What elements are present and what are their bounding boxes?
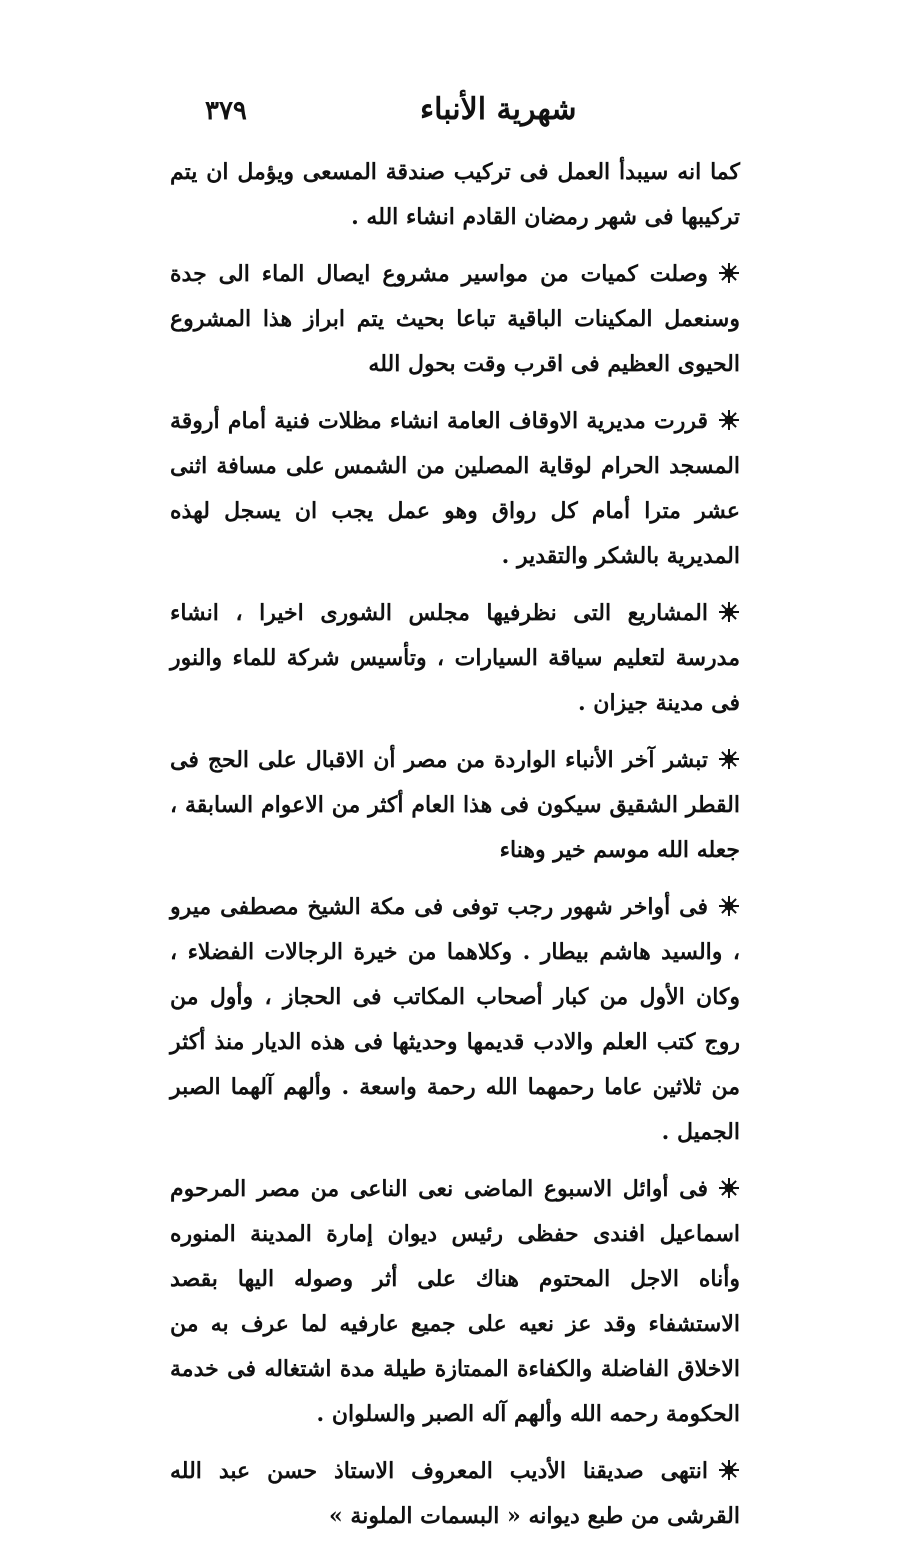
ornament-icon <box>718 409 740 431</box>
paragraph-text: انتهى صديقنا الأديب المعروف الاستاذ حسن عبد الله القرشى من طبع ديوانه « البسمات الملونة » <box>170 1458 740 1529</box>
news-paragraph <box>170 738 740 873</box>
page-number: ٣٧٩ <box>205 96 247 126</box>
paragraph-text: فى أوائل الاسبوع الماضى نعى الناعى من مصر المرحوم اسماعيل افندى حفظى رئيس ديوان إمارة المدينة المنوره وأناه الاجل المحتوم هناك على أثر وصوله اليها بقصد الاستشفاء وقد عز نعيه على جميع عارفيه لما عرف به من الاخلاق الفاضلة والكفاءة الممتازة طيلة مدة اشتغاله فى خدمة الحكومة رحمه الله وألهم آله الصبر والسلوان . <box>170 1176 740 1427</box>
news-paragraph <box>170 885 740 1155</box>
news-paragraph <box>170 591 740 726</box>
news-paragraph <box>170 1449 740 1539</box>
paragraph-text: تبشر آخر الأنباء الواردة من مصر أن الاقبال على الحج فى القطر الشقيق سيكون فى هذا العام أكثر من الاعوام السابقة ، جعله الله موسم خير وهناء <box>170 747 740 863</box>
paragraph-text: وصلت كميات من مواسير مشروع ايصال الماء الى جدة وسنعمل المكينات الباقية تباعا بحيث يتم ابراز هذا المشروع الحيوى العظيم فى اقرب وقت بحول الله <box>170 261 740 377</box>
news-paragraph <box>170 399 740 579</box>
ornament-icon <box>718 748 740 770</box>
article-body <box>170 150 740 1551</box>
news-paragraph <box>170 252 740 387</box>
page-header <box>0 90 900 130</box>
news-paragraph <box>170 1167 740 1437</box>
paragraph-text: كما انه سيبدأ العمل فى تركيب صندقة المسعى ويؤمل ان يتم تركيبها فى شهر رمضان القادم انشاء الله . <box>170 159 740 230</box>
ornament-icon <box>718 262 740 284</box>
ornament-icon <box>718 601 740 623</box>
ornament-icon <box>718 1177 740 1199</box>
running-title: شهرية الأنباء <box>420 92 577 127</box>
paragraph-text: المشاريع التى نظرفيها مجلس الشورى اخيرا ، انشاء مدرسة لتعليم سياقة السيارات ، وتأسيس شركة للماء والنور فى مدينة جيزان . <box>170 600 740 716</box>
ornament-icon <box>718 1459 740 1481</box>
paragraph-text: فى أواخر شهور رجب توفى فى مكة الشيخ مصطفى ميرو ، والسيد هاشم بيطار . وكلاهما من خيرة الرجالات الفضلاء ، وكان الأول من كبار أصحاب المكاتب فى الحجاز ، وأول من روج كتب العلم والادب قديمها وحديثها فى هذه الديار منذ أكثر من ثلاثين عاما رحمهما الله رحمة واسعة . وألهم آلهما الصبر الجميل . <box>170 894 740 1145</box>
ornament-icon <box>718 895 740 917</box>
news-paragraph <box>170 150 740 240</box>
paragraph-text: قررت مديرية الاوقاف العامة انشاء مظلات فنية أمام أروقة المسجد الحرام لوقاية المصلين من الشمس على مسافة اثنى عشر مترا أمام كل رواق وهو عمل يجب ان يسجل لهذه المديرية بالشكر والتقدير . <box>170 408 740 569</box>
